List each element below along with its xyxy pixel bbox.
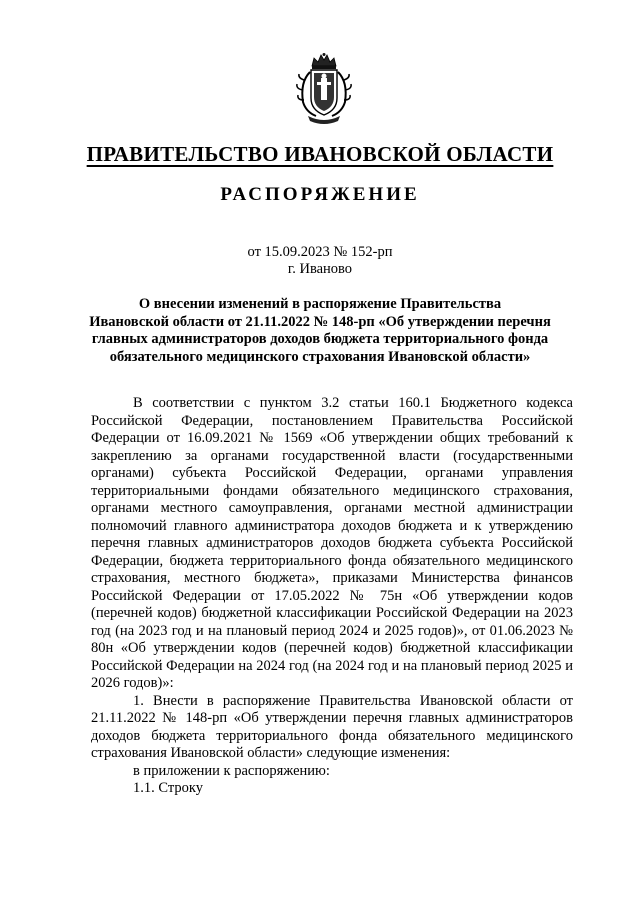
document-body [91, 395, 573, 798]
subject-line: главных администраторов доходов бюджета территориального фонда [91, 331, 549, 347]
organization-title: ПРАВИТЕЛЬСТВО ИВАНОВСКОЙ ОБЛАСТИ [86, 142, 554, 166]
document-meta [0, 244, 640, 278]
item-1-1-paragraph: 1.1. Строку [133, 780, 203, 796]
item-1-paragraph: 1. Внести в распоряжение Правительства Ивановской области от 21.11.2022 № 148-рп «Об утверждении перечня главных администраторов доходов бюджета территориального фонда обязательного медицинского страхования Ивановской области» следующие изменения: [91, 692, 573, 761]
coat-of-arms-icon [294, 52, 354, 124]
document-subject [70, 296, 570, 366]
document-city: г. Иваново [287, 261, 353, 277]
document-date-number: от 15.09.2023 № 152-рп [247, 244, 393, 260]
subject-line: Ивановской области от 21.11.2022 № 148-рп «Об утверждении перечня [89, 313, 551, 330]
document-type: РАСПОРЯЖЕНИЕ [220, 184, 420, 205]
subject-line: О внесении изменений в распоряжение Правительства [138, 296, 502, 312]
preamble-paragraph: В соответствии с пунктом 3.2 статьи 160.1 Бюджетного кодекса Российской Федерации, постановлением Правительства Российской Федерации от 16.09.2021 № 1569 «Об утверждении общих требований к закреплению за органами государственной власти (государственными органами) субъекта Российской Федерации, органами управления территориальными фондами обязательного медицинского страхования, органами местного самоуправления, органами местной администрации полномочий главного администратора доходов бюджета и к утверждению перечня главных администраторов доходов бюджета субъекта Российской Федерации, бюджета территориального фонда обязательного медицинского страхования, местного бюджета», приказами Министерства финансов Российской Федерации от 17.05.2022 № 75н «Об утверждении кодов (перечней кодов) бюджетной классификации Российской Федерации на 2023 год (на 2023 год и на плановый период 2024 и 2025 годов)», от 01.06.2023 № 80н «Об утверждении кодов (перечней кодов) бюджетной классификации Российской Федерации на 2024 год (на 2024 год и на плановый период 2025 и 2026 годов)»: [91, 395, 573, 691]
item-1-sub-paragraph: в приложении к распоряжению: [133, 762, 330, 779]
subject-line: обязательного медицинского страхования Ивановской области» [109, 348, 531, 365]
